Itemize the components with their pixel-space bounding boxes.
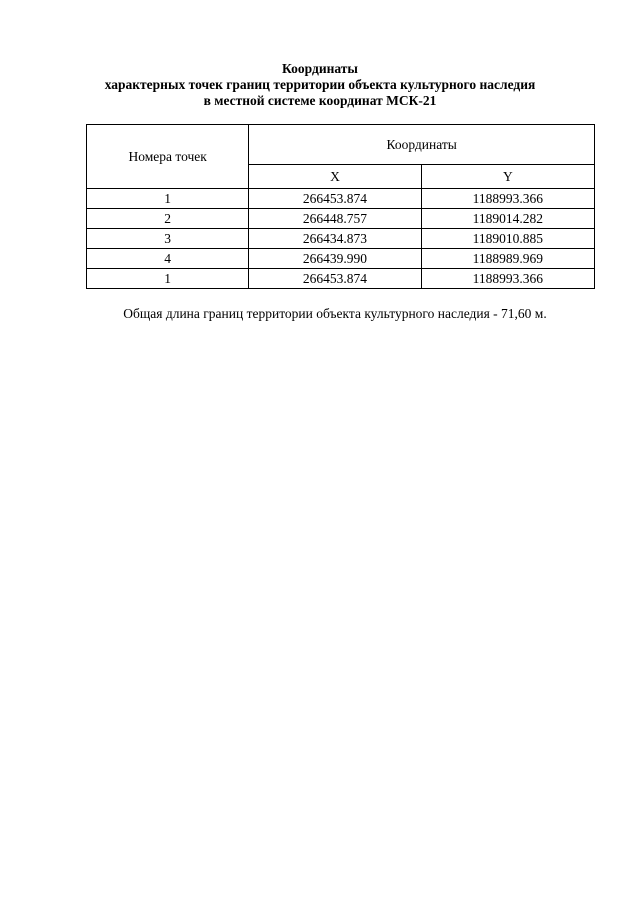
coordinates-table — [86, 124, 595, 289]
title-line-1: Координаты — [282, 61, 358, 76]
total-length-note: Общая длина границ территории объекта культурного наследия - 71,60 м. — [123, 306, 547, 321]
cell-x: 266434.873 — [249, 229, 421, 249]
cell-y: 1189010.885 — [421, 229, 594, 249]
cell-point: 1 — [87, 189, 249, 209]
document-title — [0, 61, 640, 109]
cell-point: 1 — [87, 269, 249, 289]
cell-x: 266453.874 — [249, 269, 421, 289]
cell-point: 3 — [87, 229, 249, 249]
cell-point: 2 — [87, 209, 249, 229]
header-y: Y — [421, 165, 594, 189]
table-row — [87, 269, 595, 289]
title-line-2: характерных точек границ территории объекта культурного наследия — [104, 77, 536, 92]
cell-y: 1188989.969 — [421, 249, 594, 269]
table-row — [87, 229, 595, 249]
header-x: X — [249, 165, 421, 189]
table-row — [87, 249, 595, 269]
cell-point: 4 — [87, 249, 249, 269]
cell-x: 266453.874 — [249, 189, 421, 209]
cell-y: 1188993.366 — [421, 269, 594, 289]
table-row — [87, 189, 595, 209]
cell-y: 1188993.366 — [421, 189, 594, 209]
cell-x: 266439.990 — [249, 249, 421, 269]
table-header-row — [87, 125, 595, 165]
table-row — [87, 209, 595, 229]
cell-y: 1189014.282 — [421, 209, 594, 229]
header-point-numbers: Номера точек — [87, 125, 249, 189]
cell-x: 266448.757 — [249, 209, 421, 229]
title-line-3: в местной системе координат МСК-21 — [203, 93, 437, 108]
header-coordinates: Координаты — [249, 125, 595, 165]
